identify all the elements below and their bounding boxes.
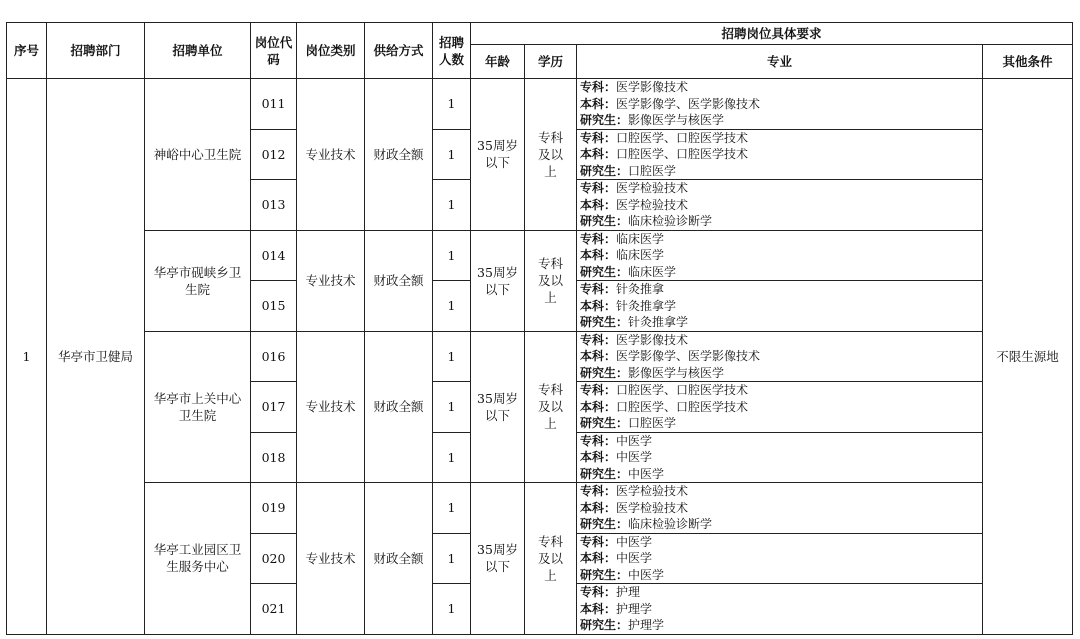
- major-value-yjs: 针灸推拿学: [628, 315, 689, 329]
- major-label-yjs: 研究生：: [580, 416, 629, 430]
- cell-funding: 财政全额: [365, 483, 433, 635]
- cell-count: 1: [433, 382, 471, 433]
- major-value-yjs: 临床检验诊断学: [628, 214, 713, 228]
- major-label-yjs: 研究生：: [580, 163, 629, 178]
- major-line-yjs: [580, 466, 982, 483]
- cell-education: 专科及以上: [525, 79, 577, 231]
- major-label-yjs: 研究生：: [580, 315, 629, 329]
- major-line-bk: [580, 500, 982, 517]
- major-value-yjs: 护理学: [628, 618, 665, 632]
- major-label-bk: 本科：: [580, 96, 617, 111]
- major-line-bk: [580, 449, 982, 466]
- major-label-bk: 本科：: [580, 500, 617, 515]
- major-line-zk: [580, 130, 982, 147]
- cell-count: 1: [433, 230, 471, 281]
- cell-count: 1: [433, 281, 471, 332]
- major-line-bk: [580, 146, 982, 163]
- major-line-zk: [580, 180, 982, 197]
- header-unit: 招聘单位: [145, 23, 251, 79]
- cell-funding: 财政全额: [365, 79, 433, 231]
- cell-category: 专业技术: [297, 230, 365, 331]
- major-value-zk: 医学检验技术: [616, 484, 689, 498]
- major-line-zk: [580, 483, 982, 500]
- major-line-yjs: [580, 516, 982, 533]
- major-label-yjs: 研究生：: [580, 517, 629, 531]
- major-value-yjs: 口腔医学: [628, 416, 677, 430]
- major-value-zk: 中医学: [616, 433, 653, 448]
- major-label-yjs: 研究生：: [580, 214, 629, 228]
- cell-category: 专业技术: [297, 483, 365, 635]
- major-line-yjs: [580, 415, 982, 432]
- major-label-bk: 本科：: [580, 601, 617, 616]
- major-value-zk: 口腔医学、口腔医学技术: [616, 383, 749, 397]
- major-value-bk: 临床医学: [616, 248, 665, 262]
- major-label-bk: 本科：: [580, 298, 617, 313]
- major-line-bk: [580, 197, 982, 214]
- cell-code: 012: [251, 129, 297, 180]
- cell-education: 专科及以上: [525, 230, 577, 331]
- cell-unit: 华亭市上关中心卫生院: [145, 331, 251, 483]
- cell-unit: 华亭市砚峡乡卫生院: [145, 230, 251, 331]
- major-value-zk: 医学影像技术: [616, 80, 689, 94]
- major-line-yjs: [580, 567, 982, 584]
- major-label-yjs: 研究生：: [580, 113, 629, 127]
- major-value-bk: 口腔医学、口腔医学技术: [616, 147, 749, 161]
- major-label-yjs: 研究生：: [580, 466, 629, 481]
- cell-code: 013: [251, 180, 297, 231]
- major-value-zk: 护理: [616, 585, 641, 599]
- major-line-yjs: [580, 617, 982, 634]
- cell-code: 017: [251, 382, 297, 433]
- major-line-bk: [580, 348, 982, 365]
- cell-age: 35周岁以下: [471, 331, 525, 483]
- major-line-bk: [580, 601, 982, 618]
- header-other: 其他条件: [983, 45, 1073, 79]
- major-value-yjs: 临床检验诊断学: [628, 517, 713, 531]
- major-line-bk: [580, 298, 982, 315]
- major-value-bk: 口腔医学、口腔医学技术: [616, 399, 749, 414]
- cell-count: 1: [433, 432, 471, 483]
- cell-major: [577, 382, 983, 433]
- major-value-yjs: 临床医学: [628, 264, 677, 279]
- cell-count: 1: [433, 533, 471, 584]
- major-value-zk: 口腔医学、口腔医学技术: [616, 130, 749, 145]
- header-code: 岗位代码: [251, 23, 297, 79]
- major-label-zk: 专科：: [580, 282, 617, 296]
- header-category: 岗位类别: [297, 23, 365, 79]
- header-seq: 序号: [7, 23, 47, 79]
- major-label-zk: 专科：: [580, 181, 617, 195]
- cell-major: [577, 331, 983, 382]
- header-count: 招聘人数: [433, 23, 471, 79]
- major-label-zk: 专科：: [580, 383, 617, 397]
- header-age: 年龄: [471, 45, 525, 79]
- major-value-yjs: 影像医学与核医学: [628, 113, 725, 127]
- major-value-bk: 护理学: [616, 601, 653, 616]
- table-body: [7, 79, 1073, 635]
- cell-unit: 神峪中心卫生院: [145, 79, 251, 231]
- cell-code: 015: [251, 281, 297, 332]
- major-label-yjs: 研究生：: [580, 567, 629, 582]
- major-line-zk: [580, 534, 982, 551]
- cell-other: 不限生源地: [983, 79, 1073, 635]
- major-value-bk: 针灸推拿学: [616, 298, 677, 313]
- major-value-zk: 医学检验技术: [616, 181, 689, 195]
- major-label-bk: 本科：: [580, 147, 617, 161]
- cell-count: 1: [433, 331, 471, 382]
- table-row: [7, 331, 1073, 382]
- cell-seq: 1: [7, 79, 47, 635]
- major-value-yjs: 影像医学与核医学: [628, 365, 725, 380]
- major-value-zk: 针灸推拿: [616, 282, 665, 296]
- cell-code: 021: [251, 584, 297, 635]
- cell-major: [577, 79, 983, 130]
- major-value-yjs: 中医学: [628, 567, 665, 582]
- cell-major: [577, 281, 983, 332]
- cell-code: 018: [251, 432, 297, 483]
- major-label-zk: 专科：: [580, 484, 617, 498]
- major-value-zk: 临床医学: [616, 231, 665, 246]
- major-label-bk: 本科：: [580, 248, 617, 262]
- major-line-zk: [580, 433, 982, 450]
- major-label-zk: 专科：: [580, 332, 617, 347]
- major-line-yjs: [580, 112, 982, 129]
- major-line-zk: [580, 584, 982, 601]
- major-label-yjs: 研究生：: [580, 264, 629, 279]
- cell-count: 1: [433, 129, 471, 180]
- header-dept: 招聘部门: [47, 23, 145, 79]
- major-line-bk: [580, 550, 982, 567]
- cell-code: 011: [251, 79, 297, 130]
- header-major: 专业: [577, 45, 983, 79]
- cell-category: 专业技术: [297, 331, 365, 483]
- cell-education: 专科及以上: [525, 331, 577, 483]
- major-label-zk: 专科：: [580, 130, 617, 145]
- major-line-bk: [580, 96, 982, 113]
- major-label-bk: 本科：: [580, 399, 617, 414]
- major-line-zk: [580, 231, 982, 248]
- major-value-bk: 医学检验技术: [616, 500, 689, 515]
- cell-major: [577, 129, 983, 180]
- major-value-yjs: 中医学: [628, 466, 665, 481]
- major-line-yjs: [580, 213, 982, 230]
- major-line-yjs: [580, 365, 982, 382]
- cell-dept: 华亭市卫健局: [47, 79, 145, 635]
- major-line-bk: [580, 247, 982, 264]
- major-label-yjs: 研究生：: [580, 618, 629, 632]
- major-line-yjs: [580, 163, 982, 180]
- major-label-bk: 本科：: [580, 450, 617, 464]
- major-line-zk: [580, 382, 982, 399]
- major-label-bk: 本科：: [580, 349, 617, 363]
- header-education: 学历: [525, 45, 577, 79]
- cell-unit: 华亭工业园区卫生服务中心: [145, 483, 251, 635]
- cell-age: 35周岁以下: [471, 483, 525, 635]
- cell-major: [577, 230, 983, 281]
- header-requirements: 招聘岗位具体要求: [471, 23, 1073, 45]
- table-row: [7, 483, 1073, 534]
- header-funding: 供给方式: [365, 23, 433, 79]
- recruitment-table: [6, 22, 1073, 635]
- cell-code: 019: [251, 483, 297, 534]
- cell-major: [577, 432, 983, 483]
- major-label-zk: 专科：: [580, 534, 617, 549]
- major-label-zk: 专科：: [580, 231, 617, 246]
- cell-funding: 财政全额: [365, 230, 433, 331]
- table-row: [7, 230, 1073, 281]
- major-value-bk: 中医学: [616, 551, 653, 565]
- major-line-zk: [580, 281, 982, 298]
- major-line-zk: [580, 332, 982, 349]
- major-value-bk: 医学影像学、医学影像技术: [616, 349, 761, 363]
- major-label-zk: 专科：: [580, 585, 617, 599]
- major-label-bk: 本科：: [580, 197, 617, 212]
- major-line-zk: [580, 79, 982, 96]
- cell-count: 1: [433, 483, 471, 534]
- cell-count: 1: [433, 180, 471, 231]
- cell-code: 016: [251, 331, 297, 382]
- major-label-zk: 专科：: [580, 80, 617, 94]
- major-value-bk: 中医学: [616, 450, 653, 464]
- cell-major: [577, 584, 983, 635]
- cell-code: 014: [251, 230, 297, 281]
- cell-education: 专科及以上: [525, 483, 577, 635]
- cell-count: 1: [433, 79, 471, 130]
- cell-count: 1: [433, 584, 471, 635]
- major-line-bk: [580, 399, 982, 416]
- cell-major: [577, 180, 983, 231]
- cell-age: 35周岁以下: [471, 230, 525, 331]
- cell-age: 35周岁以下: [471, 79, 525, 231]
- major-value-zk: 医学影像技术: [616, 332, 689, 347]
- cell-code: 020: [251, 533, 297, 584]
- cell-category: 专业技术: [297, 79, 365, 231]
- major-line-yjs: [580, 314, 982, 331]
- table-row: [7, 79, 1073, 130]
- cell-major: [577, 533, 983, 584]
- major-value-yjs: 口腔医学: [628, 163, 677, 178]
- major-value-zk: 中医学: [616, 534, 653, 549]
- major-label-bk: 本科：: [580, 551, 617, 565]
- major-value-bk: 医学检验技术: [616, 197, 689, 212]
- major-line-yjs: [580, 264, 982, 281]
- major-value-bk: 医学影像学、医学影像技术: [616, 96, 761, 111]
- major-label-yjs: 研究生：: [580, 365, 629, 380]
- major-label-zk: 专科：: [580, 433, 617, 448]
- cell-major: [577, 483, 983, 534]
- cell-funding: 财政全额: [365, 331, 433, 483]
